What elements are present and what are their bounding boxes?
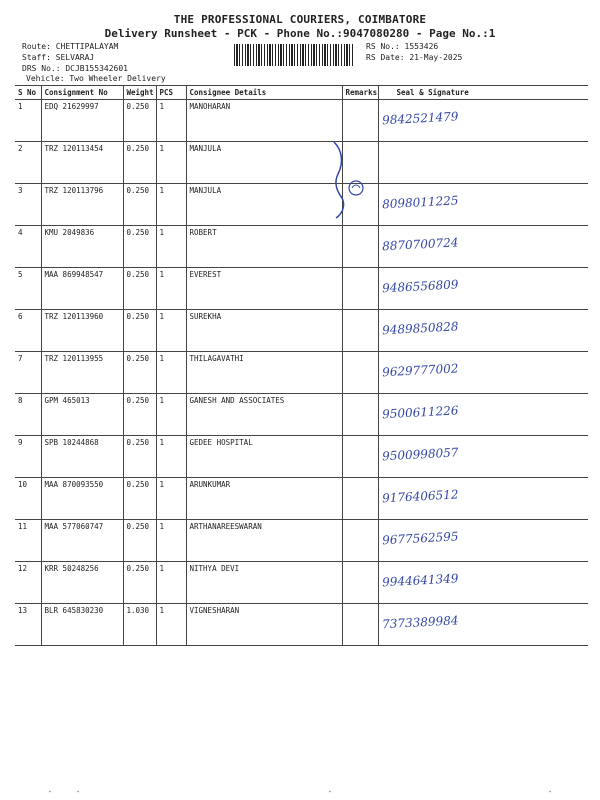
- row-signature-cell: [378, 604, 588, 646]
- row-signature-cell: [378, 184, 588, 226]
- row-weight: 0.250: [123, 352, 156, 394]
- row-weight: 1.030: [123, 604, 156, 646]
- row-sno: 11: [15, 520, 41, 562]
- row-consignee: MANJULA: [186, 184, 342, 226]
- table-header-row: [15, 86, 588, 100]
- row-sno: 9: [15, 436, 41, 478]
- column-header-sno: S No: [15, 86, 41, 100]
- company-title: THE PROFESSIONAL COURIERS, COIMBATORE: [173, 13, 427, 26]
- row-weight: 0.250: [123, 226, 156, 268]
- row-sno: 12: [15, 562, 41, 604]
- row-pcs: 1: [156, 100, 186, 142]
- handwritten-signature: 9677562595: [381, 529, 459, 548]
- staff-label: Staff: SELVARAJ: [22, 53, 95, 62]
- runsheet-subtitle: Delivery Runsheet - PCK - Phone No.:9047080280 - Page No.:1: [104, 27, 496, 40]
- row-signature-cell: [378, 562, 588, 604]
- row-consignee: SUREKHA: [186, 310, 342, 352]
- row-remarks: [342, 100, 378, 142]
- row-weight: 0.250: [123, 562, 156, 604]
- row-signature-cell: [378, 268, 588, 310]
- row-consignee: GEDEE HOSPITAL: [186, 436, 342, 478]
- handwritten-signature: 8870700724: [381, 235, 459, 254]
- row-remarks: [342, 562, 378, 604]
- row-consignment-no: MAA 870093550: [41, 478, 123, 520]
- row-consignment-no: TRZ 120113955: [41, 352, 123, 394]
- handwritten-bracket-mark: [328, 140, 368, 220]
- row-weight: 0.250: [123, 394, 156, 436]
- row-consignment-no: KRR 50248256: [41, 562, 123, 604]
- barcode-image: [234, 44, 354, 66]
- column-header-consignee: Consignee Details: [186, 86, 342, 100]
- row-sno: 3: [15, 184, 41, 226]
- row-remarks: [342, 478, 378, 520]
- row-consignment-no: SPB 10244868: [41, 436, 123, 478]
- row-consignee: THILAGAVATHI: [186, 352, 342, 394]
- row-pcs: 1: [156, 310, 186, 352]
- table-row: [15, 268, 588, 310]
- table-row: [15, 604, 588, 646]
- row-pcs: 1: [156, 142, 186, 184]
- drs-number: DRS No.: DCJB155342601: [22, 64, 128, 73]
- row-consignment-no: TRZ 120113960: [41, 310, 123, 352]
- handwritten-signature: [382, 145, 585, 156]
- row-signature-cell: [378, 142, 588, 184]
- row-signature-cell: [378, 352, 588, 394]
- row-consignment-no: MAA 869948547: [41, 268, 123, 310]
- row-remarks: [342, 436, 378, 478]
- handwritten-signature: 9944641349: [381, 571, 459, 590]
- row-pcs: 1: [156, 226, 186, 268]
- row-pcs: 1: [156, 478, 186, 520]
- row-pcs: 1: [156, 520, 186, 562]
- row-pcs: 1: [156, 604, 186, 646]
- handwritten-signature: 7373389984: [381, 613, 459, 632]
- row-weight: 0.250: [123, 478, 156, 520]
- table-row: [15, 520, 588, 562]
- row-remarks: [342, 310, 378, 352]
- row-signature-cell: [378, 226, 588, 268]
- column-header-weight: Weight: [123, 86, 156, 100]
- row-pcs: 1: [156, 184, 186, 226]
- row-consignment-no: KMU 2049836: [41, 226, 123, 268]
- row-remarks: [342, 604, 378, 646]
- row-weight: 0.250: [123, 436, 156, 478]
- row-pcs: 1: [156, 268, 186, 310]
- row-weight: 0.250: [123, 310, 156, 352]
- rs-date: RS Date: 21-May-2025: [366, 53, 463, 62]
- footer-scan-marks: [30, 790, 570, 793]
- column-header-consignment: Consignment No: [41, 86, 123, 100]
- row-sno: 7: [15, 352, 41, 394]
- vehicle-label: Vehicle: Two Wheeler Delivery: [26, 74, 166, 83]
- table-row: [15, 394, 588, 436]
- row-remarks: [342, 352, 378, 394]
- row-pcs: 1: [156, 394, 186, 436]
- row-sno: 13: [15, 604, 41, 646]
- table-row: [15, 310, 588, 352]
- column-header-pcs: PCS: [156, 86, 186, 100]
- row-consignment-no: TRZ 120113796: [41, 184, 123, 226]
- row-consignee: EVEREST: [186, 268, 342, 310]
- row-remarks: [342, 268, 378, 310]
- row-remarks: [342, 226, 378, 268]
- row-weight: 0.250: [123, 268, 156, 310]
- route-label: Route: CHETTIPALAYAM: [22, 42, 119, 51]
- handwritten-signature: 9486556809: [381, 277, 459, 296]
- row-consignment-no: MAA 577060747: [41, 520, 123, 562]
- row-sno: 8: [15, 394, 41, 436]
- runsheet-table: [15, 85, 588, 646]
- row-consignee: NITHYA DEVI: [186, 562, 342, 604]
- row-sno: 10: [15, 478, 41, 520]
- table-row: [15, 562, 588, 604]
- handwritten-signature: 8098011225: [381, 193, 459, 212]
- row-signature-cell: [378, 478, 588, 520]
- row-pcs: 1: [156, 436, 186, 478]
- row-sno: 6: [15, 310, 41, 352]
- row-weight: 0.250: [123, 184, 156, 226]
- row-remarks: [342, 520, 378, 562]
- row-consignment-no: BLR 645830230: [41, 604, 123, 646]
- row-sno: 5: [15, 268, 41, 310]
- row-sno: 2: [15, 142, 41, 184]
- table-row: [15, 226, 588, 268]
- handwritten-signature: 9500611226: [381, 403, 459, 422]
- row-signature-cell: [378, 394, 588, 436]
- row-consignee: MANOHARAN: [186, 100, 342, 142]
- row-sno: 4: [15, 226, 41, 268]
- row-consignment-no: TRZ 120113454: [41, 142, 123, 184]
- row-consignee: ROBERT: [186, 226, 342, 268]
- row-consignment-no: GPM 465013: [41, 394, 123, 436]
- row-weight: 0.250: [123, 100, 156, 142]
- table-row: [15, 100, 588, 142]
- handwritten-signature: 9489850828: [381, 319, 459, 338]
- table-row: [15, 478, 588, 520]
- column-header-remarks: Remarks: [342, 86, 378, 100]
- row-signature-cell: [378, 436, 588, 478]
- table-row: [15, 184, 588, 226]
- table-row: [15, 352, 588, 394]
- row-sno: 1: [15, 100, 41, 142]
- row-signature-cell: [378, 520, 588, 562]
- row-pcs: 1: [156, 562, 186, 604]
- row-signature-cell: [378, 310, 588, 352]
- table-row: [15, 142, 588, 184]
- handwritten-signature: 9176406512: [381, 487, 459, 506]
- row-consignee: ARUNKUMAR: [186, 478, 342, 520]
- row-pcs: 1: [156, 352, 186, 394]
- rs-number: RS No.: 1553426: [366, 42, 439, 51]
- row-remarks: [342, 394, 378, 436]
- row-consignment-no: EDQ 21629997: [41, 100, 123, 142]
- row-weight: 0.250: [123, 520, 156, 562]
- handwritten-signature: 9842521479: [381, 109, 459, 128]
- row-weight: 0.250: [123, 142, 156, 184]
- handwritten-signature: 9629777002: [381, 361, 459, 380]
- table-row: [15, 436, 588, 478]
- row-consignee: VIGNESHARAN: [186, 604, 342, 646]
- row-consignee: GANESH AND ASSOCIATES: [186, 394, 342, 436]
- row-consignee: ARTHANAREESWARAN: [186, 520, 342, 562]
- row-signature-cell: [378, 100, 588, 142]
- column-header-signature: Seal & Signature: [378, 86, 588, 100]
- handwritten-signature: 9500998057: [381, 445, 459, 464]
- row-consignee: MANJULA: [186, 142, 342, 184]
